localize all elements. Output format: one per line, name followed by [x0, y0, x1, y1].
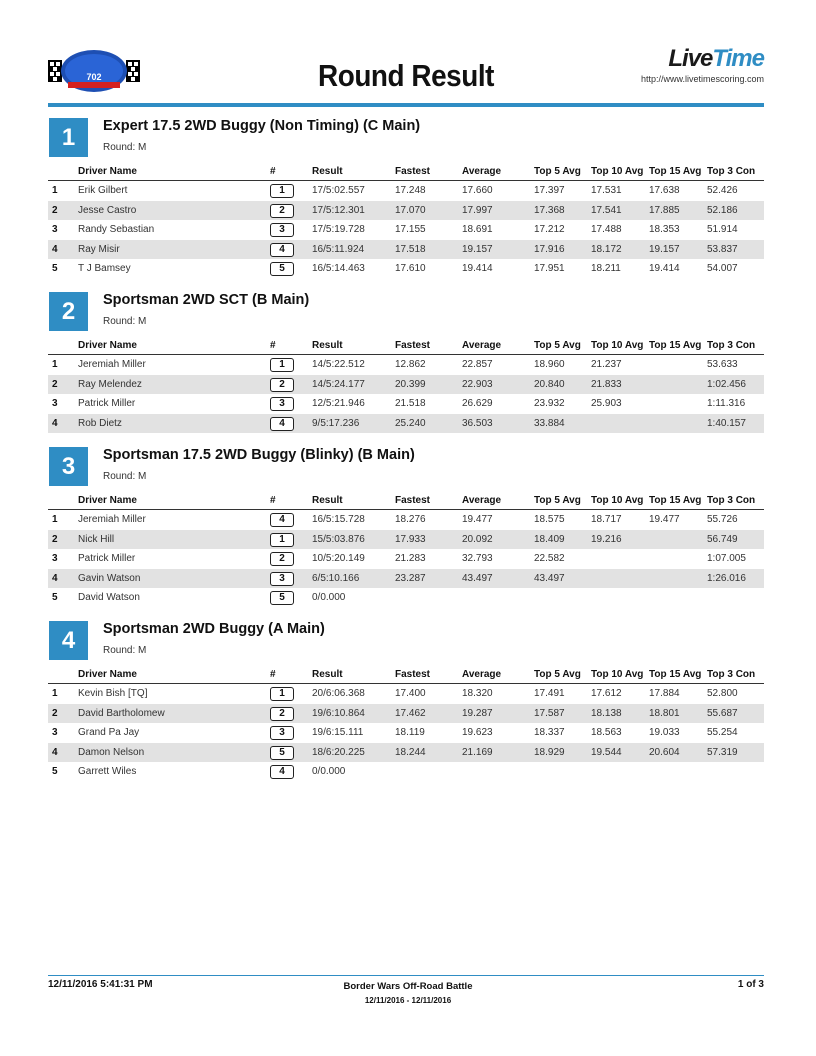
top10-cell: 21.833 [591, 378, 622, 390]
position-cell: 4 [52, 572, 58, 584]
top3con-cell: 51.914 [707, 224, 738, 235]
top3con-cell: 1:02.456 [707, 378, 746, 390]
top3con-cell: 1:07.005 [707, 553, 746, 564]
section-round: Round: M [103, 645, 147, 656]
fastest-cell: 17.610 [395, 263, 426, 274]
top15-cell: 18.353 [649, 224, 680, 235]
average-cell: 36.503 [462, 417, 493, 429]
number-header: # [270, 669, 276, 680]
top3con-header: Top 3 Con [707, 166, 756, 177]
race-section [48, 447, 764, 608]
top10-cell: 19.216 [591, 533, 622, 545]
top10-cell: 19.544 [591, 746, 622, 758]
results-table [48, 510, 764, 608]
driver-name-header: Driver Name [78, 166, 137, 177]
position-cell: 5 [52, 766, 58, 777]
fastest-header: Fastest [395, 166, 431, 177]
fastest-cell: 21.518 [395, 398, 426, 409]
driver-name-cell: David Watson [78, 592, 140, 603]
table-row [48, 240, 764, 260]
table-row [48, 704, 764, 724]
results-table [48, 355, 764, 433]
result-cell: 17/5:19.728 [312, 224, 365, 235]
table-row [48, 220, 764, 240]
top10-cell: 17.541 [591, 204, 622, 216]
top5-cell: 18.575 [534, 514, 565, 525]
fastest-cell: 17.248 [395, 185, 426, 196]
table-row [48, 588, 764, 608]
top10-cell: 21.237 [591, 359, 622, 370]
livetime-logo [624, 46, 764, 86]
section-round: Round: M [103, 142, 147, 153]
average-cell: 19.414 [462, 263, 493, 274]
driver-name-cell: Ray Misir [78, 243, 120, 255]
result-cell: 18/6:20.225 [312, 746, 365, 758]
top10-cell: 17.531 [591, 185, 622, 196]
top5-header: Top 5 Avg [534, 495, 581, 506]
top3con-header: Top 3 Con [707, 495, 756, 506]
results-table [48, 181, 764, 279]
top3con-cell: 56.749 [707, 533, 738, 545]
top15-cell: 17.884 [649, 688, 680, 699]
average-header: Average [462, 495, 502, 506]
position-cell: 4 [52, 417, 58, 429]
table-row [48, 510, 764, 530]
driver-name-cell: Garrett Wiles [78, 766, 137, 777]
result-cell: 14/5:22.512 [312, 359, 365, 370]
top15-header: Top 15 Avg [649, 495, 702, 506]
table-row [48, 723, 764, 743]
result-cell: 14/5:24.177 [312, 378, 365, 390]
position-cell: 1 [52, 359, 58, 370]
result-header: Result [312, 340, 343, 351]
race-section [48, 621, 764, 782]
brand-live: Live [668, 45, 713, 72]
top3con-cell: 1:26.016 [707, 572, 746, 584]
position-cell: 3 [52, 553, 58, 564]
top3con-header: Top 3 Con [707, 340, 756, 351]
section-round: Round: M [103, 316, 147, 327]
top5-cell: 17.951 [534, 263, 565, 274]
table-row [48, 259, 764, 279]
position-cell: 3 [52, 224, 58, 235]
fastest-cell: 23.287 [395, 572, 426, 584]
driver-name-cell: Randy Sebastian [78, 224, 155, 235]
footer-divider [48, 975, 764, 976]
top3con-cell: 52.426 [707, 185, 738, 196]
top5-header: Top 5 Avg [534, 166, 581, 177]
top3con-cell: 54.007 [707, 263, 738, 274]
top5-cell: 17.491 [534, 688, 565, 699]
top5-cell: 18.409 [534, 533, 565, 545]
top5-cell: 18.929 [534, 746, 565, 758]
car-number-box: 1 [270, 358, 294, 372]
top10-cell: 18.172 [591, 243, 622, 255]
top10-header: Top 10 Avg [591, 340, 644, 351]
top10-header: Top 10 Avg [591, 669, 644, 680]
driver-name-cell: Jeremiah Miller [78, 514, 146, 525]
average-cell: 22.857 [462, 359, 493, 370]
top5-cell: 20.840 [534, 378, 565, 390]
table-row [48, 355, 764, 375]
fastest-cell: 25.240 [395, 417, 426, 429]
result-cell: 0/0.000 [312, 766, 346, 777]
result-cell: 10/5:20.149 [312, 553, 365, 564]
page-header [48, 44, 764, 106]
driver-name-cell: T J Bamsey [78, 263, 131, 274]
top5-cell: 22.582 [534, 553, 565, 564]
position-cell: 1 [52, 185, 58, 196]
average-cell: 20.092 [462, 533, 493, 545]
page-title: Round Result [318, 58, 494, 93]
driver-name-header: Driver Name [78, 340, 137, 351]
table-row [48, 762, 764, 782]
top3con-cell: 53.837 [707, 243, 738, 255]
top15-cell: 17.638 [649, 185, 680, 196]
fastest-cell: 18.119 [395, 727, 425, 738]
table-row [48, 684, 764, 704]
section-title: Sportsman 2WD SCT (B Main) [103, 292, 310, 308]
top5-cell: 17.587 [534, 707, 565, 719]
driver-name-cell: David Bartholomew [78, 707, 165, 719]
driver-name-cell: Jeremiah Miller [78, 359, 146, 370]
average-header: Average [462, 166, 502, 177]
position-cell: 2 [52, 533, 58, 545]
average-cell: 17.660 [462, 185, 493, 196]
top10-header: Top 10 Avg [591, 166, 644, 177]
result-cell: 16/5:11.924 [312, 243, 365, 255]
car-number-box: 4 [270, 513, 294, 527]
top5-cell: 17.368 [534, 204, 565, 216]
top5-cell: 17.397 [534, 185, 565, 196]
table-row [48, 181, 764, 201]
result-cell: 12/5:21.946 [312, 398, 365, 409]
average-cell: 19.477 [462, 514, 493, 525]
car-number-box: 2 [270, 707, 294, 721]
top15-header: Top 15 Avg [649, 166, 702, 177]
number-header: # [270, 340, 276, 351]
table-row [48, 530, 764, 550]
section-number-badge: 1 [49, 118, 88, 157]
top3con-header: Top 3 Con [707, 669, 756, 680]
position-cell: 5 [52, 263, 58, 274]
top10-cell: 25.903 [591, 398, 622, 409]
car-number-box: 4 [270, 243, 294, 257]
top10-cell: 18.563 [591, 727, 622, 738]
car-number-box: 4 [270, 765, 294, 779]
section-number-badge: 3 [49, 447, 88, 486]
average-cell: 26.629 [462, 398, 493, 409]
car-number-box: 3 [270, 397, 294, 411]
position-cell: 1 [52, 688, 58, 699]
brand-time: Time [712, 45, 764, 72]
car-number-box: 3 [270, 726, 294, 740]
top15-cell: 19.477 [649, 514, 680, 525]
driver-name-cell: Ray Melendez [78, 378, 142, 390]
top10-cell: 18.717 [591, 514, 622, 525]
section-number-badge: 2 [49, 292, 88, 331]
fastest-cell: 18.244 [395, 746, 426, 758]
average-cell: 18.691 [462, 224, 493, 235]
header-divider [48, 103, 764, 107]
event-date-range: 12/11/2016 - 12/11/2016 [364, 996, 452, 1005]
fastest-header: Fastest [395, 669, 431, 680]
car-number-box: 4 [270, 417, 294, 431]
fastest-cell: 17.400 [395, 688, 426, 699]
driver-name-cell: Damon Nelson [78, 746, 145, 758]
result-cell: 6/5:10.166 [312, 572, 360, 584]
average-cell: 19.157 [462, 243, 493, 255]
section-title: Sportsman 2WD Buggy (A Main) [103, 621, 325, 637]
car-number-box: 2 [270, 204, 294, 218]
driver-name-cell: Patrick Miller [78, 553, 136, 564]
top5-cell: 43.497 [534, 572, 565, 584]
section-title: Expert 17.5 2WD Buggy (Non Timing) (C Main) [103, 118, 421, 134]
result-header: Result [312, 669, 343, 680]
top3con-cell: 52.186 [707, 204, 738, 216]
result-header: Result [312, 495, 343, 506]
top3con-cell: 55.687 [707, 707, 738, 719]
fastest-header: Fastest [395, 340, 431, 351]
race-section [48, 292, 764, 433]
car-number-box: 2 [270, 378, 294, 392]
fastest-cell: 17.462 [395, 707, 426, 719]
top10-cell: 18.211 [591, 263, 621, 274]
table-row [48, 375, 764, 395]
average-cell: 32.793 [462, 553, 493, 564]
car-number-box: 3 [270, 572, 294, 586]
top3con-cell: 52.800 [707, 688, 738, 699]
fastest-cell: 17.155 [395, 224, 426, 235]
driver-name-cell: Grand Pa Jay [78, 727, 140, 738]
top15-cell: 18.801 [649, 707, 680, 719]
position-cell: 5 [52, 592, 58, 603]
result-cell: 17/5:02.557 [312, 185, 365, 196]
fastest-cell: 17.070 [395, 204, 426, 216]
top5-header: Top 5 Avg [534, 340, 581, 351]
average-cell: 19.623 [462, 727, 493, 738]
top15-header: Top 15 Avg [649, 669, 702, 680]
average-cell: 17.997 [462, 204, 493, 216]
event-name: Border Wars Off-Road Battle [343, 981, 473, 992]
driver-name-cell: Nick Hill [78, 533, 115, 545]
car-number-box: 1 [270, 184, 294, 198]
driver-name-cell: Gavin Watson [78, 572, 141, 584]
top5-cell: 23.932 [534, 398, 565, 409]
top10-header: Top 10 Avg [591, 495, 644, 506]
section-title: Sportsman 17.5 2WD Buggy (Blinky) (B Main) [103, 447, 415, 463]
car-number-box: 1 [270, 533, 294, 547]
position-cell: 3 [52, 727, 58, 738]
driver-name-cell: Jesse Castro [78, 204, 137, 216]
fastest-cell: 20.399 [395, 378, 426, 390]
result-cell: 16/5:15.728 [312, 514, 365, 525]
result-cell: 0/0.000 [312, 592, 346, 603]
car-number-box: 1 [270, 687, 294, 701]
top15-cell: 19.414 [649, 263, 680, 274]
svg-text:702: 702 [86, 72, 102, 82]
average-header: Average [462, 340, 502, 351]
top5-cell: 33.884 [534, 417, 565, 429]
number-header: # [270, 495, 276, 506]
position-cell: 3 [52, 398, 58, 409]
fastest-cell: 21.283 [395, 553, 426, 564]
number-header: # [270, 166, 276, 177]
print-datetime: 12/11/2016 5:41:31 PM [48, 979, 153, 990]
driver-name-cell: Erik Gilbert [78, 185, 128, 196]
average-cell: 19.287 [462, 707, 493, 719]
driver-name-cell: Rob Dietz [78, 417, 122, 429]
results-table [48, 684, 764, 782]
top3con-cell: 1:11.316 [707, 398, 746, 409]
result-cell: 9/5:17.236 [312, 417, 360, 429]
average-cell: 18.320 [462, 688, 493, 699]
position-cell: 2 [52, 707, 58, 719]
result-cell: 15/5:03.876 [312, 533, 365, 545]
fastest-header: Fastest [395, 495, 431, 506]
result-cell: 19/6:10.864 [312, 707, 365, 719]
driver-name-header: Driver Name [78, 669, 137, 680]
result-cell: 19/6:15.111 [312, 727, 364, 738]
result-cell: 17/5:12.301 [312, 204, 365, 216]
top15-header: Top 15 Avg [649, 340, 702, 351]
average-cell: 22.903 [462, 378, 493, 390]
table-row [48, 569, 764, 589]
top3con-cell: 57.319 [707, 746, 738, 758]
result-cell: 20/6:06.368 [312, 688, 365, 699]
top10-cell: 17.612 [591, 688, 622, 699]
brand-url: http://www.livetimescoring.com [640, 74, 764, 84]
fastest-cell: 17.933 [395, 533, 426, 545]
top5-cell: 17.916 [534, 243, 565, 255]
position-cell: 4 [52, 243, 58, 255]
top15-cell: 19.033 [649, 727, 680, 738]
top3con-cell: 1:40.157 [707, 417, 746, 429]
section-round: Round: M [103, 471, 147, 482]
top5-cell: 17.212 [534, 224, 565, 235]
table-row [48, 549, 764, 569]
driver-name-header: Driver Name [78, 495, 137, 506]
table-row [48, 743, 764, 763]
position-cell: 1 [52, 514, 58, 525]
top3con-cell: 53.633 [707, 359, 738, 370]
car-number-box: 5 [270, 746, 294, 760]
top10-cell: 17.488 [591, 224, 622, 235]
car-number-box: 5 [270, 262, 294, 276]
average-cell: 43.497 [462, 572, 493, 584]
car-number-box: 3 [270, 223, 294, 237]
race-section [48, 118, 764, 279]
driver-name-cell: Patrick Miller [78, 398, 136, 409]
top15-cell: 19.157 [649, 243, 680, 255]
fastest-cell: 18.276 [395, 514, 426, 525]
page-number: 1 of 3 [737, 979, 764, 990]
result-cell: 16/5:14.463 [312, 263, 365, 274]
average-cell: 21.169 [462, 746, 493, 758]
top3con-cell: 55.254 [707, 727, 738, 738]
fastest-cell: 17.518 [395, 243, 426, 255]
position-cell: 2 [52, 378, 58, 390]
top3con-cell: 55.726 [707, 514, 738, 525]
average-header: Average [462, 669, 502, 680]
section-number-badge: 4 [49, 621, 88, 660]
table-row [48, 414, 764, 434]
top5-cell: 18.337 [534, 727, 565, 738]
fastest-cell: 12.862 [395, 359, 426, 370]
top15-cell: 17.885 [649, 204, 680, 216]
result-header: Result [312, 166, 343, 177]
position-cell: 2 [52, 204, 58, 216]
position-cell: 4 [52, 746, 58, 758]
table-row [48, 394, 764, 414]
car-number-box: 5 [270, 591, 294, 605]
driver-name-cell: Kevin Bish [TQ] [78, 688, 148, 699]
table-row [48, 201, 764, 221]
top5-cell: 18.960 [534, 359, 565, 370]
top5-header: Top 5 Avg [534, 669, 581, 680]
top10-cell: 18.138 [591, 707, 622, 719]
car-number-box: 2 [270, 552, 294, 566]
top15-cell: 20.604 [649, 746, 680, 758]
